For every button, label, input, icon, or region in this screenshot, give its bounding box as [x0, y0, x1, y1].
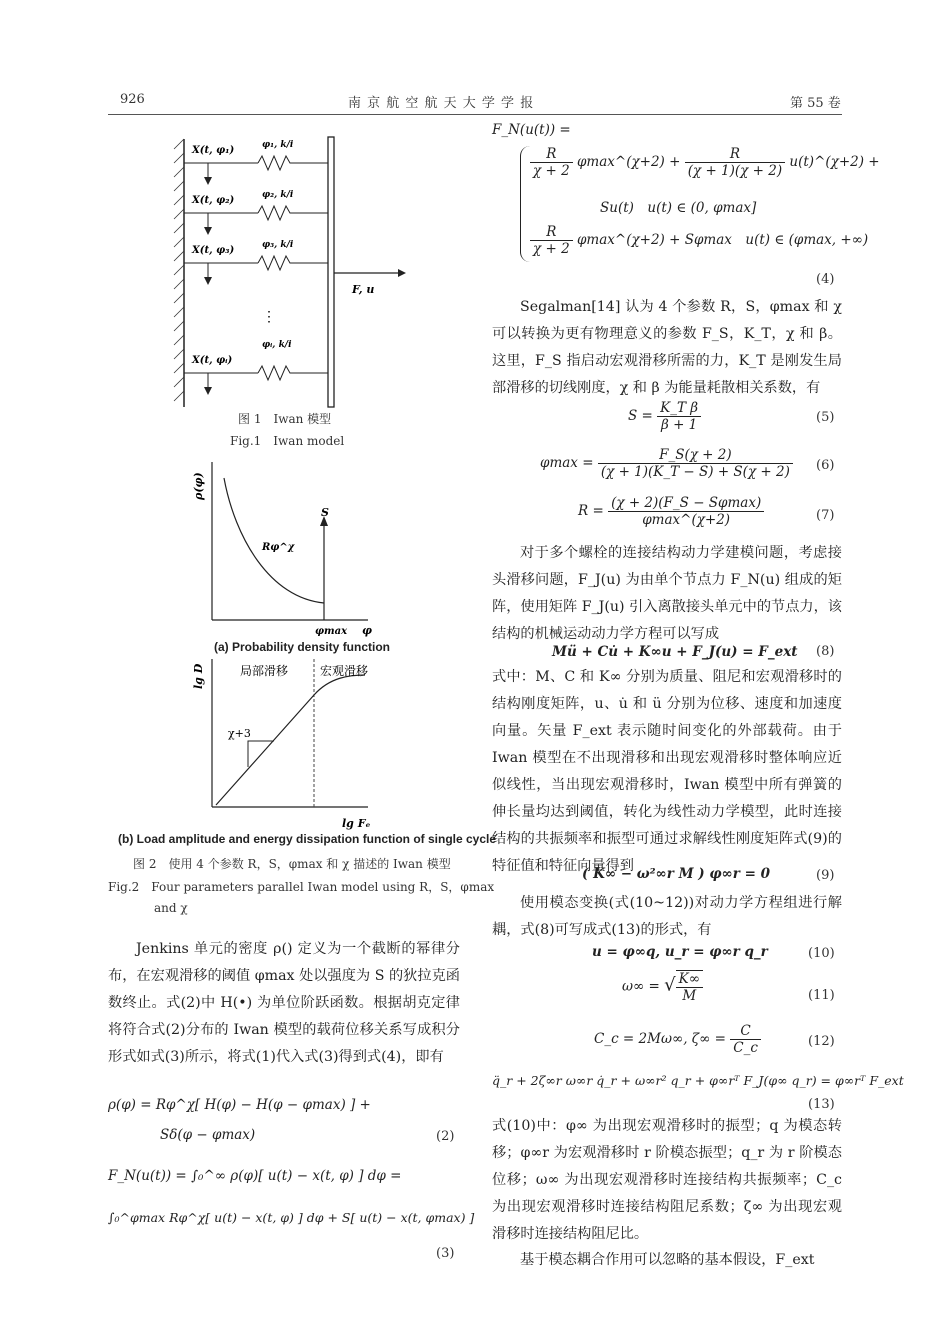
right-paragraph-4: 使用模态变换(式(10~12))对动力学方程组进行解耦，式(8)可写成式(13)的形式，有	[492, 895, 842, 938]
eq3-line1: F_N(u(t)) = ∫₀^∞ ρ(φ)[ u(t) − x(t, φ) ] dφ =	[108, 1168, 402, 1184]
slope-label: χ+3	[228, 727, 251, 740]
y-label: ρ(φ)	[192, 472, 205, 500]
ellipsis-dots: ⋮	[262, 309, 276, 325]
svg-text:X(t, φᵢ): X(t, φᵢ)	[192, 355, 233, 366]
x-label: φ	[362, 624, 372, 637]
svg-text:X(t, φ₁): X(t, φ₁)	[192, 145, 235, 156]
eq7: R = $\frac{(\chi + 2)(F\_S - S\varphi\max)}{\varphi\max\^{}(\chi+2)}$	[578, 495, 764, 528]
eq8: Mü + Cu̇ + K∞u + F_J(u) = F_ext	[552, 644, 798, 660]
eq3-number: (3)	[436, 1246, 455, 1261]
jenkins-element-1	[184, 140, 328, 185]
fig2b-subcaption: (b) Load amplitude and energy dissipation function of single cycle	[118, 832, 497, 846]
eq2-line1: ρ(φ) = Rφ^χ[ H(φ) − H(φ − φmax) ] +	[108, 1097, 371, 1113]
fig2-caption-cn: 图 2 使用 4 个参数 R，S，φmax 和 χ 描述的 Iwan 模型	[133, 857, 451, 871]
rigid-bar	[328, 137, 334, 407]
eq2-number: (2)	[436, 1129, 455, 1144]
journal-title: 南 京 航 空 航 天 大 学 学 报	[348, 96, 535, 111]
jenkins-element-3	[184, 240, 328, 285]
eq12: C_c = 2Mω∞, ζ∞ = $\frac{C}{C\_c}$	[594, 1023, 761, 1056]
eq4-lhs: F_N(u(t)) =	[492, 122, 571, 138]
volume-label: 第 55 卷	[790, 96, 841, 111]
eq13-number: (13)	[808, 1097, 835, 1112]
eq11: ω∞ = √ $\frac{K\infty}{M}$	[622, 970, 703, 1004]
region-local: 局部滑移	[240, 664, 289, 678]
fig1-caption-cn: 图 1 Iwan 模型	[238, 412, 332, 426]
left-paragraph-1: Jenkins 单元的密度 ρ() 定义为一个截断的幂律分布，在宏观滑移的阈值 φmax 处以强度为 S 的狄拉克函数终止。式(2)中 H(•) 为单位阶跃函数。根据胡克定律将符合式(2)分布的 Iwan 模型的载荷位移关系写成积分形式如式(3)所示，将式(1)代入式(3)得到式(4)，即有	[108, 941, 460, 1065]
eq13: q̈_r + 2ζ∞r ω∞r q̇_r + ω∞r² q_r + φ∞rᵀ F_J(φ∞ q_r) = φ∞rᵀ F_ext	[492, 1073, 904, 1088]
eq7-number: (7)	[816, 508, 835, 523]
eq6-number: (6)	[816, 458, 835, 473]
fig2-caption-en-2: and χ	[154, 901, 188, 915]
right-paragraph-2: 对于多个螺栓的连接结构动力学建模问题，考虑接头滑移问题，F_J(u) 为由单个节点力 F_N(u) 组成的矩阵，使用矩阵 F_J(u) 引入离散接头单元中的节点力，该结构的机械运动动力学方程可以写成	[492, 545, 842, 642]
eq4-number: (4)	[816, 272, 835, 287]
fig2-caption-en: Fig.2 Four parameters parallel Iwan model using R，S，φmax	[108, 880, 495, 894]
svg-text:φ₁, k/i: φ₁, k/i	[262, 140, 294, 150]
eq4-case1: $\frac{R}{\chi + 2}$ φmax^(χ+2) + $\frac{R}{(\chi + 1)(\chi + 2)}$ u(t)^(χ+2) +	[530, 146, 880, 179]
right-paragraph-1: Segalman[14] 认为 4 个参数 R，S，φmax 和 χ 可以转换为更有物理意义的参数 F_S，K_T，χ 和 β。这里，F_S 指启动宏观滑移所需的力，K_T 是刚发生局部滑移的切线刚度，χ 和 β 为能量耗散相关系数，有	[492, 299, 842, 396]
y-label: lg D	[192, 663, 205, 689]
svg-text:X(t, φ₃): X(t, φ₃)	[192, 245, 235, 256]
eq9-number: (9)	[816, 868, 835, 883]
curve-label: Rφ^χ	[262, 542, 295, 553]
eq12-number: (12)	[808, 1034, 835, 1049]
svg-text:φ₂, k/i: φ₂, k/i	[262, 190, 294, 200]
region-macro: 宏观滑移	[320, 664, 369, 678]
eq4-case2: Su(t) u(t) ∈ (0, φmax]	[600, 200, 757, 216]
pdf-figure	[190, 458, 390, 658]
eq9: ( K∞ − ω²∞r M ) φ∞r = 0	[582, 866, 771, 882]
eq6: φmax = $\frac{F\_S(\chi + 2)}{(\chi + 1)(K\_T - S) + S(\chi + 2)}$	[540, 447, 793, 480]
x-label: lg Fₑ	[342, 817, 371, 830]
eq3-line2: ∫₀^φmax Rφ^χ[ u(t) − x(t, φ) ] dφ + S[ u(t) − x(t, φmax) ]	[108, 1210, 475, 1225]
svg-text:X(t, φ₂): X(t, φ₂)	[192, 195, 235, 206]
svg-text:φ₃, k/i: φ₃, k/i	[262, 240, 294, 250]
jenkins-element-2	[184, 190, 328, 235]
svg-text:φᵢ, k/i: φᵢ, k/i	[262, 340, 292, 350]
fig1-caption-en: Fig.1 Iwan model	[230, 434, 345, 448]
spike-label: S	[321, 506, 329, 519]
page-number: 926	[120, 92, 145, 107]
eq5-number: (5)	[816, 410, 835, 425]
jenkins-element-i	[184, 340, 328, 395]
energy-dissipation-figure	[190, 655, 390, 835]
force-arrow-icon	[398, 269, 406, 277]
fig2a-subcaption: (a) Probability density function	[214, 640, 391, 654]
power-law-curve	[224, 478, 324, 603]
phi-max-tick: φmax	[315, 626, 348, 637]
force-label: F, u	[352, 283, 375, 296]
dissipation-curve	[216, 675, 365, 805]
eq4-case3: $\frac{R}{\chi + 2}$ φmax^(χ+2) + Sφmax u(t) ∈ (φmax, +∞)	[530, 224, 868, 257]
iwan-model-figure	[170, 125, 410, 410]
eq2-line2: Sδ(φ − φmax)	[160, 1127, 256, 1143]
right-paragraph-5: 式(10)中：φ∞ 为出现宏观滑移时的振型；q 为模态转移；φ∞r 为宏观滑移时 r 阶模态振型；q_r 为 r 阶模态位移；ω∞ 为出现宏观滑移时连接结构共振频率；C_c 为出现宏观滑移时连接结构阻尼系数；ζ∞ 为出现宏观滑移时连接结构阻尼比。	[492, 1118, 842, 1242]
eq10-number: (10)	[808, 946, 835, 961]
eq11-number: (11)	[808, 988, 835, 1003]
eq8-number: (8)	[816, 644, 835, 659]
header-rule	[108, 114, 842, 115]
right-paragraph-3: 式中：M、C 和 K∞ 分别为质量、阻尼和宏观滑移时的结构刚度矩阵，u、u̇ 和 ü 分别为位移、速度和加速度向量。矢量 F_ext 表示随时间变化的外部载荷。由于 Iwan 模型在不出现滑移和出现宏观滑移时整体响应近似线性，当出现宏观滑移时，Iwan 模型中所有弹簧的伸长量均达到阈值，转化为线性动力学模型，此时连接结构的共振频率和振型可通过求解线性刚度矩阵式(9)的特征值和特征向量得到	[492, 669, 842, 874]
eq10: u = φ∞q, u_r = φ∞r q_r	[592, 944, 768, 960]
right-paragraph-6: 基于模态耦合作用可以忽略的基本假设，F_ext	[520, 1252, 815, 1268]
eq5: S = $\frac{\text{K\_T β}}{\beta + 1}$	[628, 400, 701, 433]
